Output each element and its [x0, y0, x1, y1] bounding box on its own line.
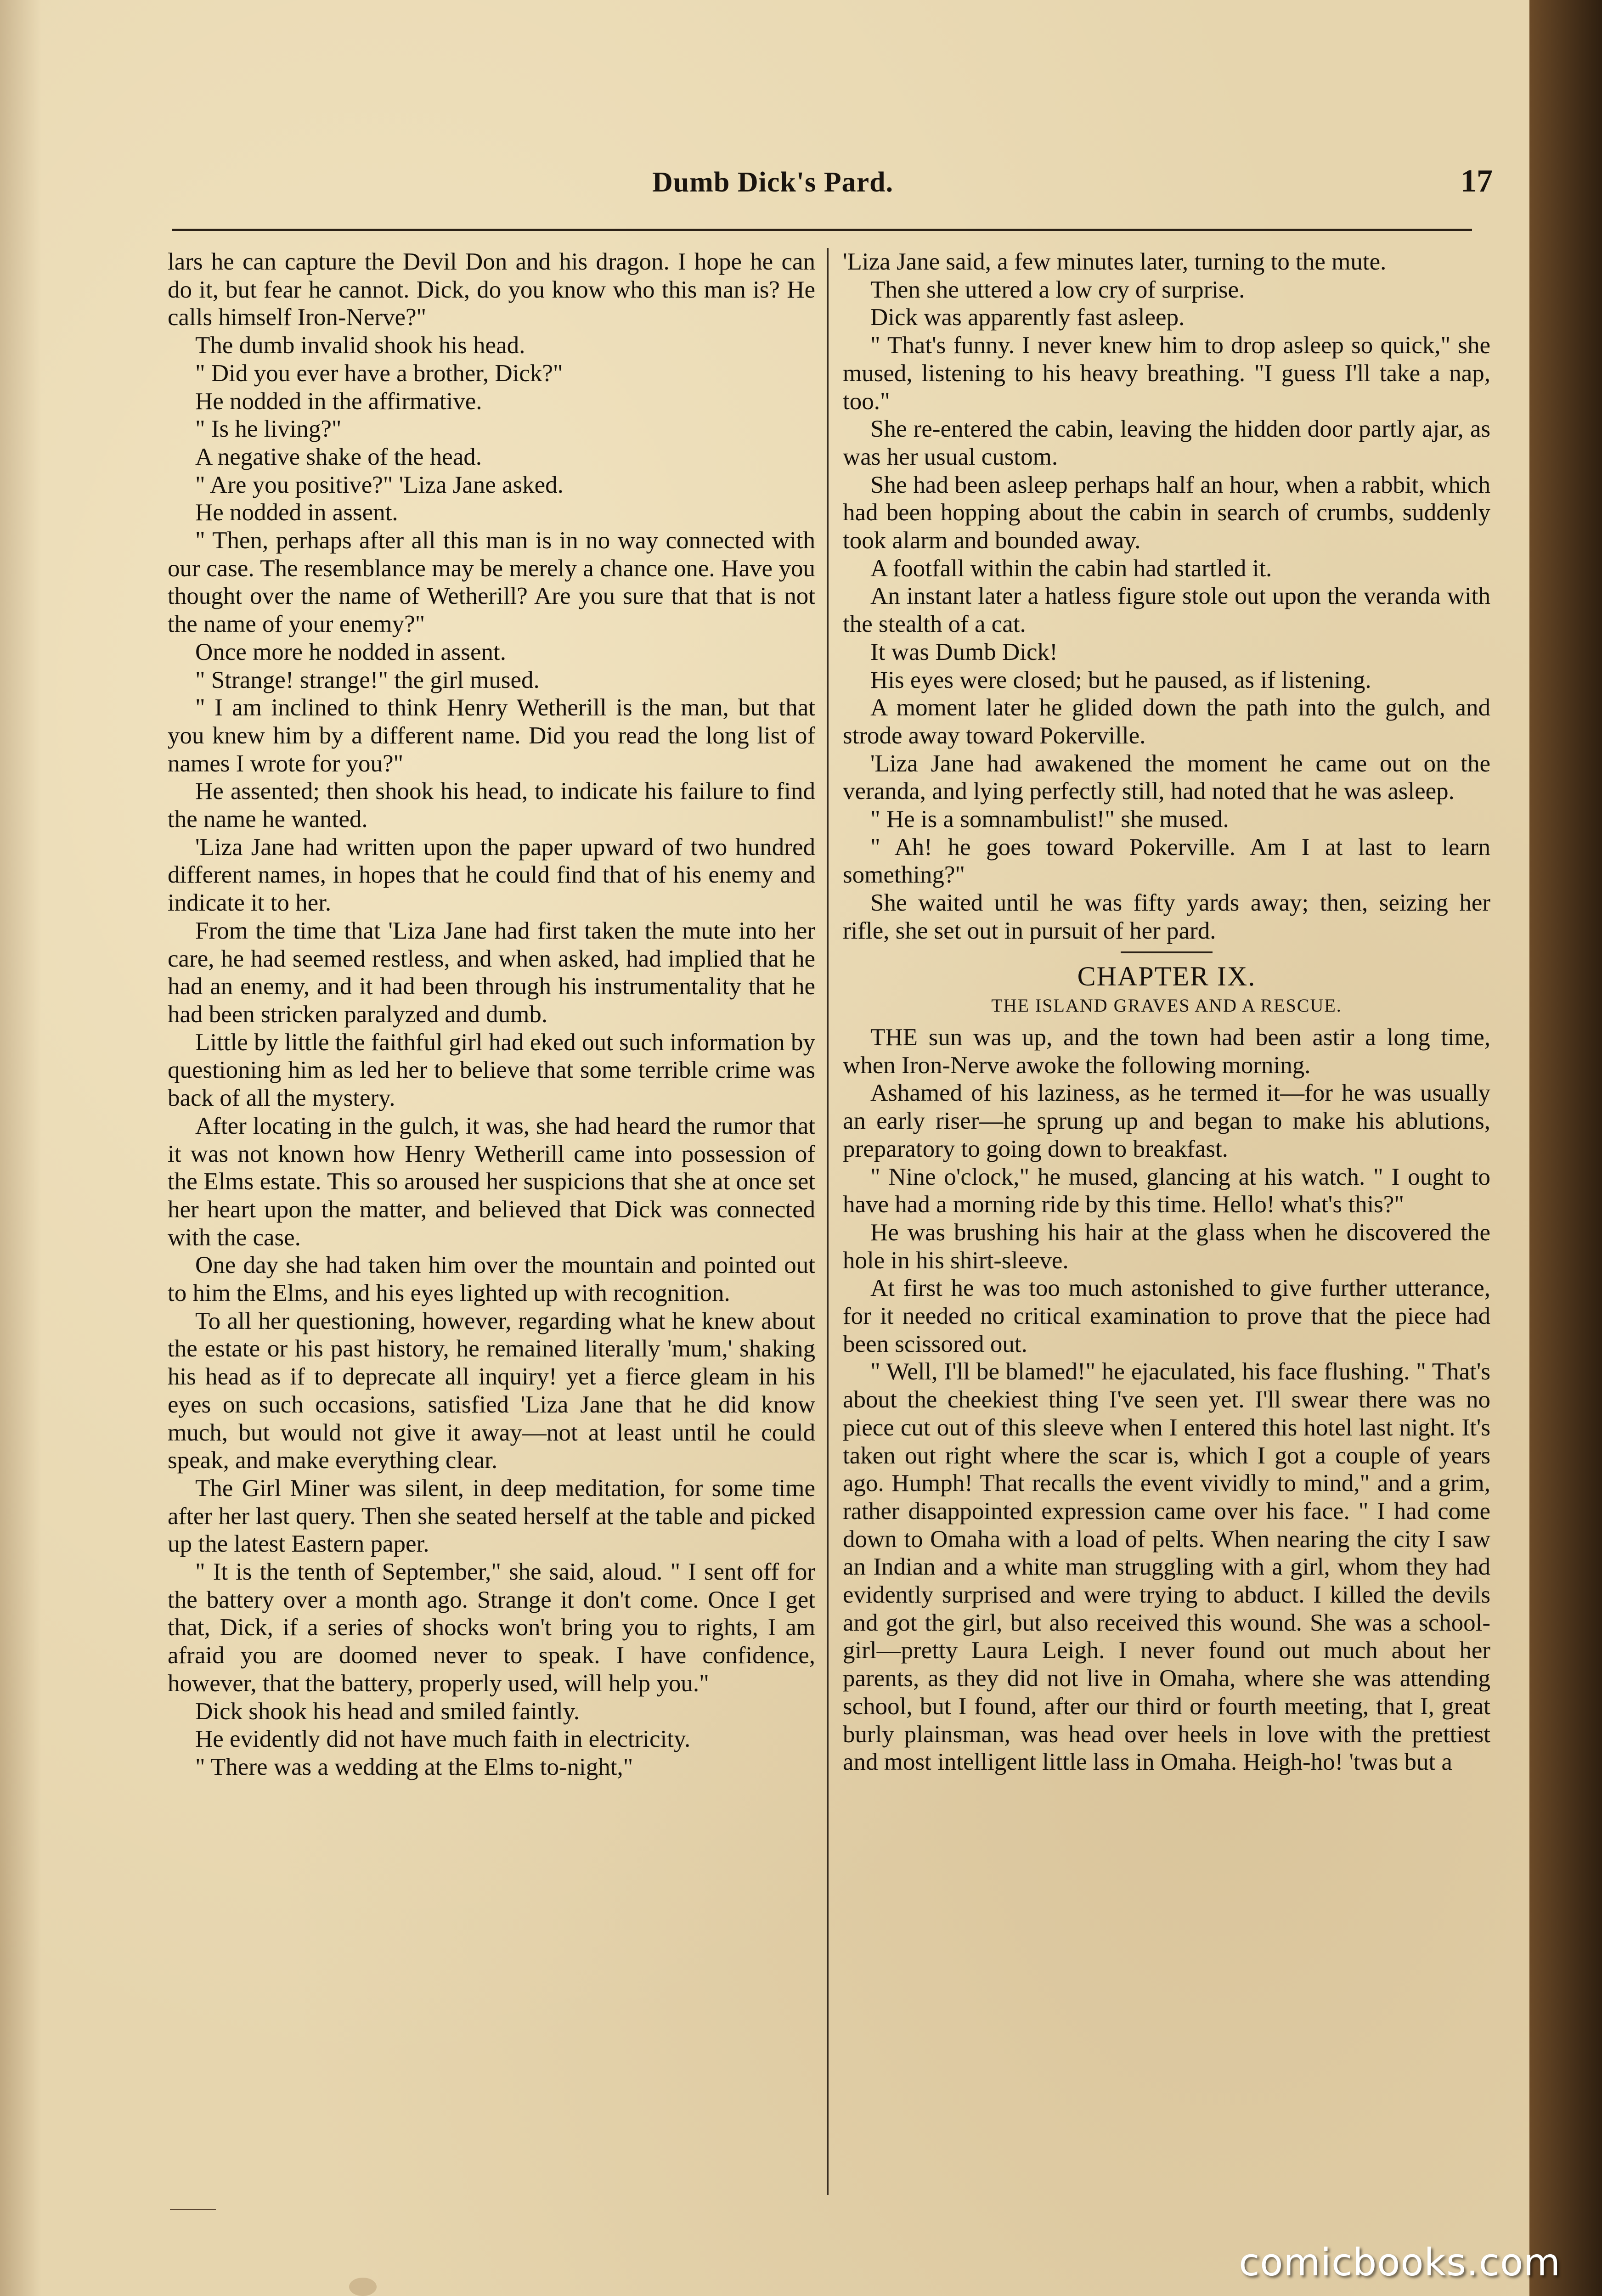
paragraph: " Ah! he goes toward Pokerville. Am I at last to learn something?": [843, 833, 1490, 889]
paragraph: After locating in the gulch, it was, she had heard the rumor that it was not known how Henry Wetherill came into possession of the Elms estate. This so aroused her suspicions that she at once set her heart upon the matter, and believed that Dick was connected with the case.: [168, 1112, 815, 1251]
paragraph: It was Dumb Dick!: [870, 638, 1058, 665]
paragraph: " That's funny. I never knew him to drop asleep so quick," she mused, listening to his heavy breathing. "I guess I'll take a nap, too.": [843, 332, 1490, 415]
paragraph: She waited until he was fifty yards away; then, seizing her rifle, she set out in pursuit of her pard.: [843, 889, 1490, 944]
paragraph: " Well, I'll be blamed!" he ejaculated, his face flushing. " That's about the cheekiest thing I've seen yet. I'll swear there was no piece cut out of this sleeve when I entered this hotel last night. It's taken out right where the scar is, which I got a couple of years ago. Humph! That recalls the event vividly to mind," and a grim, rather disappointed expression came over his face. " I had come down to Omaha with a load of pelts. When nearing the city I saw an Indian and a white man struggling with a girl, whom they had evidently surprised and were trying to abduct. I killed the devils and got the girl, but also received this wound. She was a school-girl—pretty Laura Leigh. I never found out much about her parents, as they did not live in Omaha, where she was attending school, but I found, after our third or fourth meeting, that I, great burly plainsman, was head over heels in love with the prettiest and most intelligent little lass in Omaha. Heigh-ho! 'twas but a: [843, 1358, 1490, 1776]
paragraph: He assented; then shook his head, to indicate his failure to find the name he wanted.: [168, 778, 815, 833]
paragraph: One day she had taken him over the mountain and pointed out to him the Elms, and his eyes lighted up with recognition.: [168, 1252, 815, 1307]
paragraph: " Strange! strange!" the girl mused.: [195, 666, 540, 693]
paragraph: Dick was apparently fast asleep.: [870, 304, 1185, 331]
paragraph: A footfall within the cabin had startled it.: [870, 555, 1272, 582]
paragraph: " It is the tenth of September," she said, aloud. " I sent off for the battery over a month ago. Strange it don't come. Once I get that, Dick, if a series of shocks won't bring you to rights, I am afraid you are doomed never to speak. I have confidence, however, that the battery, properly used, will help you.": [168, 1559, 815, 1697]
chapter-subtitle: THE ISLAND GRAVES AND A RESCUE.: [991, 995, 1342, 1016]
site-watermark: comicbooks.com: [1239, 2241, 1561, 2285]
page-number: 17: [1461, 163, 1493, 199]
paragraph: He evidently did not have much faith in electricity.: [195, 1726, 691, 1753]
footer-mark: [170, 2209, 216, 2210]
paragraph: " I am inclined to think Henry Wetherill is the man, but that you knew him by a different name. Did you read the long list of names I wrote for you?": [168, 694, 815, 777]
paragraph: An instant later a hatless figure stole out upon the veranda with the stealth of a cat.: [843, 583, 1490, 638]
paragraph: " He is a somnambulist!" she mused.: [870, 806, 1229, 833]
paragraph: His eyes were closed; but he paused, as if listening.: [870, 666, 1371, 693]
paragraph: THE sun was up, and the town had been astir a long time, when Iron-Nerve awoke the following morning.: [843, 1024, 1490, 1079]
paragraph: Little by little the faithful girl had eked out such information by questioning him as led her to believe that some terrible crime was back of all the mystery.: [168, 1029, 815, 1112]
paragraph: Once more he nodded in assent.: [195, 638, 507, 665]
paragraph: From the time that 'Liza Jane had first taken the mute into her care, he had seemed restless, and when asked, had implied that he had an enemy, and it had been through his instrumentality that he had been stricken paralyzed and dumb.: [168, 917, 815, 1028]
paragraph: " Are you positive?" 'Liza Jane asked.: [195, 471, 564, 498]
chapter-heading: CHAPTER IX.: [1077, 961, 1256, 991]
paragraph: To all her questioning, however, regarding what he knew about the estate or his past history, he remained literally 'mum,' shaking his head as if to deprecate all inquiry! yet a fierce gleam in his eyes on such occasions, satisfied 'Liza Jane that he did know much, but would not give it away—not at least until he could speak, and make everything clear.: [168, 1307, 815, 1474]
paragraph: A negative shake of the head.: [195, 443, 482, 470]
paragraph: He was brushing his hair at the glass when he discovered the hole in his shirt-sleeve.: [843, 1219, 1490, 1274]
column-rule: [827, 248, 829, 2195]
paragraph: 'Liza Jane had written upon the paper upward of two hundred different names, in hopes that he could find that of his enemy and indicate it to her.: [168, 833, 815, 917]
paragraph: 'Liza Jane said, a few minutes later, turning to the mute.: [843, 248, 1387, 275]
paragraph: She re-entered the cabin, leaving the hidden door partly ajar, as was her usual custom.: [843, 416, 1490, 470]
paragraph: He nodded in the affirmative.: [195, 388, 482, 415]
paragraph: The Girl Miner was silent, in deep meditation, for some time after her last query. Then she seated herself at the table and picked up the latest Eastern paper.: [168, 1474, 815, 1558]
paragraph: " Did you ever have a brother, Dick?": [195, 360, 563, 387]
section-break-rule: [1121, 951, 1213, 953]
paragraph: A moment later he glided down the path into the gulch, and strode away toward Pokerville.: [843, 694, 1490, 749]
paragraph: Then she uttered a low cry of surprise.: [870, 276, 1245, 303]
left-column: [168, 248, 815, 1781]
header-rule: [172, 229, 1472, 231]
running-title: Dumb Dick's Pard.: [652, 167, 894, 198]
paragraph: " There was a wedding at the Elms to-night,": [195, 1753, 633, 1780]
paragraph: " Nine o'clock," he mused, glancing at his watch. " I ought to have had a morning ride by this time. Hello! what's this?": [843, 1163, 1490, 1218]
paragraph: " Is he living?": [195, 416, 342, 443]
running-head: [528, 163, 1493, 200]
paragraph: She had been asleep perhaps half an hour, when a rabbit, which had been hopping about the cabin in search of crumbs, suddenly took alarm and bounded away.: [843, 471, 1490, 554]
paper-stain: [349, 2278, 377, 2296]
paragraph: Ashamed of his laziness, as he termed it—for he was usually an early riser—he sprung up and began to make his ablutions, preparatory to going down to breakfast.: [843, 1080, 1490, 1162]
paragraph: The dumb invalid shook his head.: [195, 332, 525, 359]
paragraph: " Then, perhaps after all this man is in no way connected with our case. The resemblance may be merely a chance one. Have you thought over the name of Wetherill? Are you sure that that is not the name of your enemy?": [168, 527, 815, 638]
page-edge: [1529, 0, 1602, 2296]
paragraph: 'Liza Jane had awakened the moment he came out on the veranda, and lying perfectly still, had noted that he was asleep.: [843, 750, 1490, 805]
paragraph: At first he was too much astonished to give further utterance, for it needed no critical examination to prove that the piece had been scissored out.: [843, 1275, 1490, 1357]
right-column-after-chapter: [843, 1024, 1490, 1776]
paragraph: He nodded in assent.: [195, 499, 398, 526]
paragraph: lars he can capture the Devil Don and his dragon. I hope he can do it, but fear he cannot. Dick, do you know who this man is? He calls himself Iron-Nerve?": [168, 248, 815, 331]
right-column-before-chapter: [843, 248, 1490, 945]
paragraph: Dick shook his head and smiled faintly.: [195, 1698, 580, 1725]
right-column: [843, 248, 1490, 1776]
